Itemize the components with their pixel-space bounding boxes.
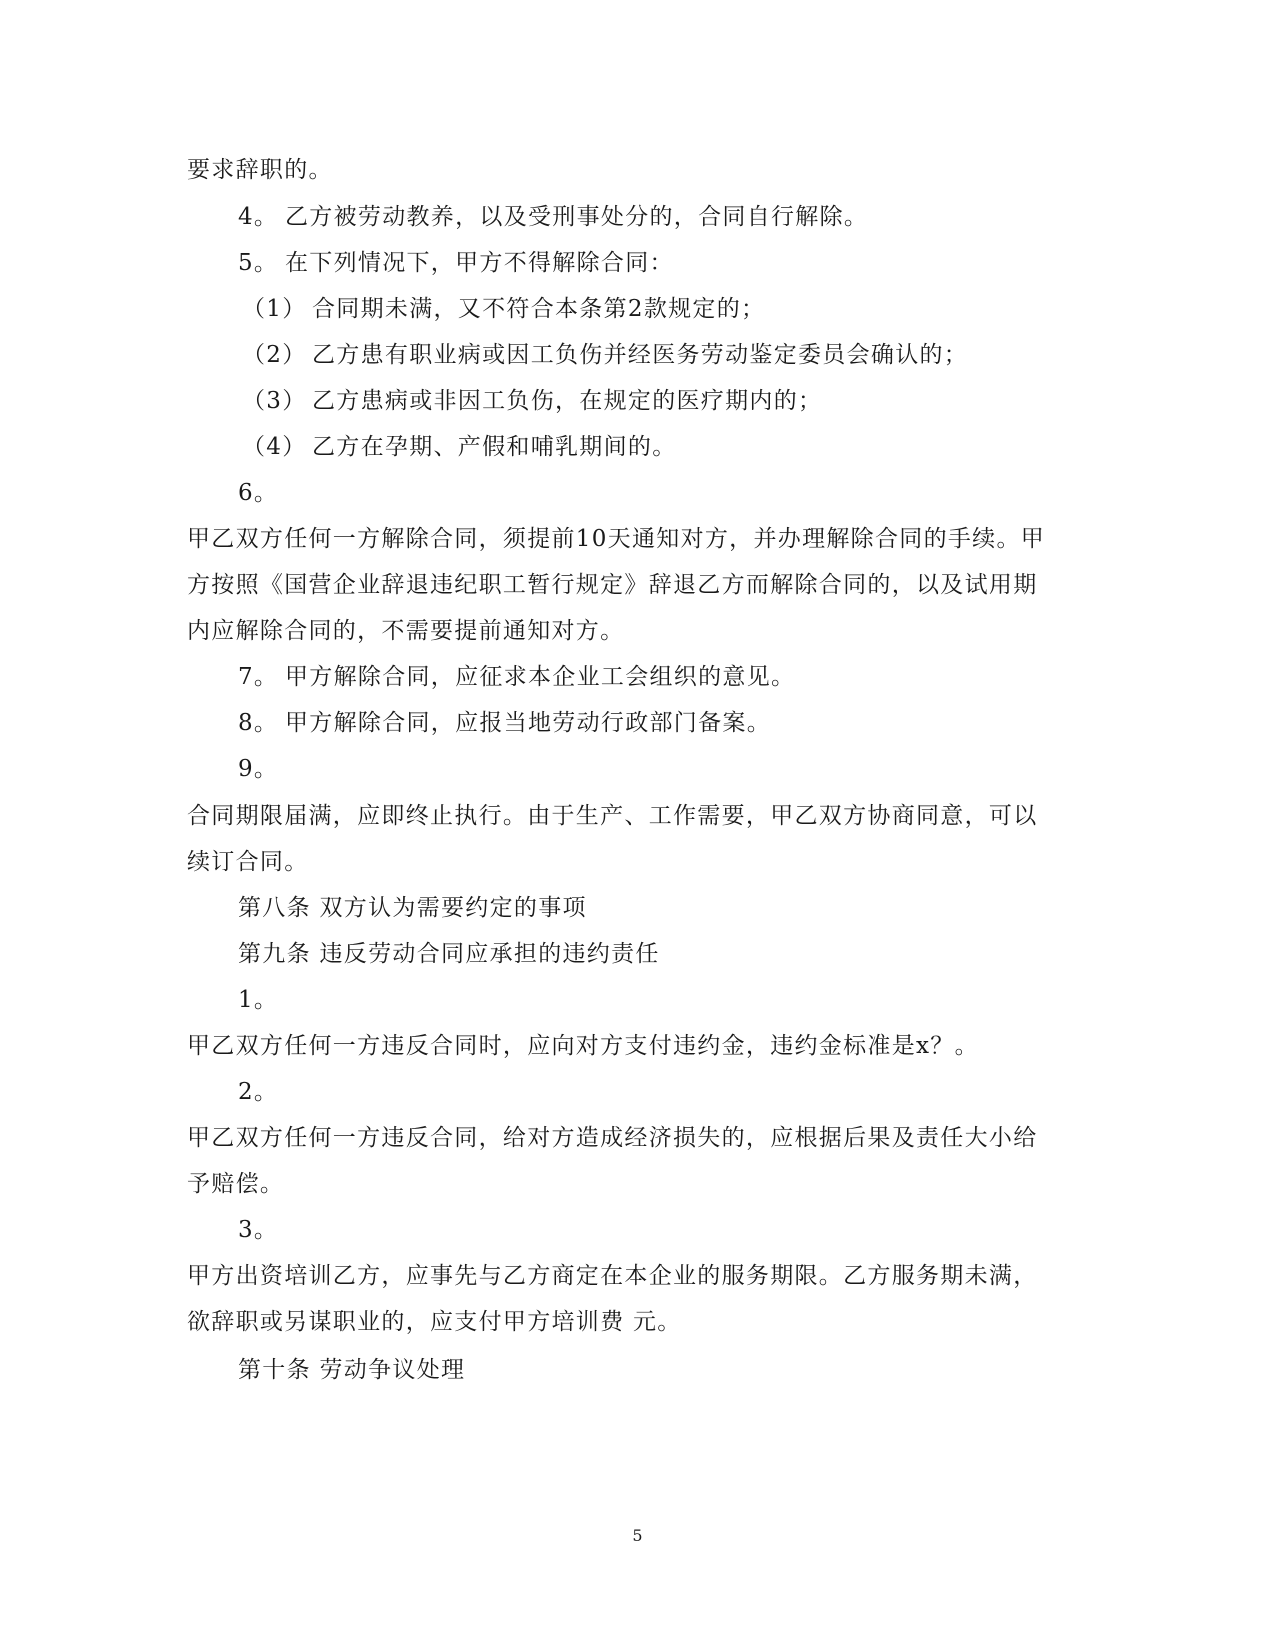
text-line: 合同期限届满，应即终止执行。由于生产、工作需要，甲乙双方协商同意，可以	[187, 803, 1038, 829]
page-number: 5	[632, 1526, 643, 1545]
sub-item-number: （1）	[242, 296, 307, 322]
text-line: 甲方出资培训乙方，应事先与乙方商定在本企业的服务期限。乙方服务期未满，	[187, 1263, 1038, 1289]
clause-text: 乙方被劳动教养，以及受刑事处分的，合同自行解除。	[285, 204, 869, 230]
clause-number: 7。	[238, 664, 279, 690]
clause-text: 甲方解除合同，应报当地劳动行政部门备案。	[285, 710, 771, 736]
clause-number-line: 1。	[238, 987, 279, 1013]
text-line: 续订合同。	[187, 849, 309, 875]
sub-item-number: （4）	[242, 434, 307, 460]
sub-item-text: 乙方患有职业病或因工负伤并经医务劳动鉴定委员会确认的；	[312, 342, 969, 368]
text-line: 甲乙双方任何一方违反合同，给对方造成经济损失的，应根据后果及责任大小给	[187, 1125, 1038, 1151]
text-line: 方按照《国营企业辞退违纪职工暂行规定》辞退乙方而解除合同的，以及试用期	[187, 572, 1038, 598]
article-heading: 第九条 违反劳动合同应承担的违约责任	[238, 941, 660, 967]
text-line: 欲辞职或另谋职业的，应支付甲方培训费 元。	[187, 1309, 682, 1335]
clause-text: 在下列情况下，甲方不得解除合同：	[285, 250, 674, 276]
clause-number-line: 9。	[238, 756, 279, 782]
clause-number: 4。	[238, 204, 279, 230]
sub-item-text: 乙方患病或非因工负伤，在规定的医疗期内的；	[312, 388, 823, 414]
numbered-clause	[238, 663, 1118, 691]
text-line: 甲乙双方任何一方解除合同，须提前10天通知对方，并办理解除合同的手续。甲	[187, 526, 1046, 552]
text-line: 甲乙双方任何一方违反合同时，应向对方支付违约金，违约金标准是x？。	[187, 1033, 979, 1059]
clause-number: 5。	[238, 250, 279, 276]
sub-item	[242, 433, 1122, 461]
clause-number: 8。	[238, 710, 279, 736]
clause-number-line: 3。	[238, 1217, 279, 1243]
sub-item-number: （3）	[242, 388, 307, 414]
text-line: 要求辞职的。	[187, 157, 333, 183]
numbered-clause	[238, 203, 1118, 231]
sub-item-text: 乙方在孕期、产假和哺乳期间的。	[312, 434, 677, 460]
sub-item-number: （2）	[242, 342, 307, 368]
text-line: 内应解除合同的，不需要提前通知对方。	[187, 618, 625, 644]
text-line: 予赔偿。	[187, 1171, 285, 1197]
sub-item	[242, 295, 1122, 323]
clause-text: 甲方解除合同，应征求本企业工会组织的意见。	[285, 664, 796, 690]
sub-item	[242, 387, 1122, 415]
article-heading: 第十条 劳动争议处理	[238, 1357, 466, 1383]
numbered-clause	[238, 249, 1118, 277]
sub-item	[242, 341, 1122, 369]
numbered-clause	[238, 709, 1118, 737]
article-heading: 第八条 双方认为需要约定的事项	[238, 895, 587, 921]
clause-number-line: 6。	[238, 480, 279, 506]
clause-number-line: 2。	[238, 1079, 279, 1105]
sub-item-text: 合同期未满，又不符合本条第2款规定的；	[312, 296, 766, 322]
